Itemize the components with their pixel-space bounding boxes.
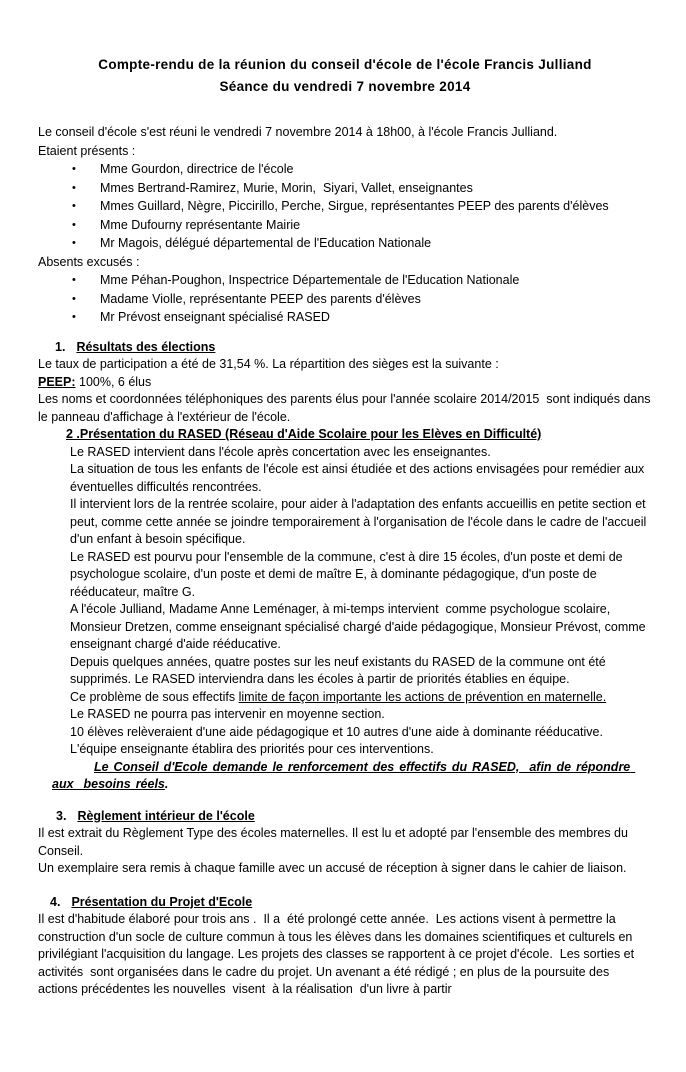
absentee-text: Madame Violle, représentante PEEP des parents d'élèves bbox=[100, 291, 421, 306]
peep-result-line bbox=[38, 374, 652, 392]
rased-paragraph: La situation de tous les enfants de l'école est ainsi étudiée et des actions envisagées pour remédier aux éventuelles difficultés rencontrées. bbox=[70, 462, 648, 494]
absentee-text: Mr Prévost enseignant spécialisé RASED bbox=[100, 310, 330, 324]
section-3-heading bbox=[56, 808, 652, 826]
attendee-text: Mr Magois, délégué départemental de l'Education Nationale bbox=[100, 236, 432, 250]
list-item bbox=[38, 234, 652, 253]
reglement-paragraph: Un exemplaire sera remis à chaque famille avec un accusé de réception à signer dans le cahier de liaison. bbox=[38, 861, 627, 875]
section-3-number: 3. bbox=[56, 808, 67, 823]
sous-effectifs-text: Ce problème de sous effectifs bbox=[70, 689, 239, 704]
list-item bbox=[38, 179, 652, 198]
rased-paragraph: 10 élèves relèveraient d'une aide pédagogique et 10 autres d'une aide à dominante rééducative. bbox=[70, 724, 603, 739]
rased-paragraph: Il intervient lors de la rentrée scolaire, pour aider à l'adaptation des enfants accueillis en petite section et peut, comme cette année se joindre temporairement à l'organisation de l'école dans le cadre de l'accueil d'un enfant à besoin spécifique. bbox=[70, 497, 650, 546]
document-title bbox=[38, 54, 652, 98]
attendee-text: Mme Dufourny représentante Mairie bbox=[100, 217, 301, 232]
participation-paragraph: Le taux de participation a été de 31,54 %. La répartition des sièges est la suivante : bbox=[38, 357, 499, 371]
rased-paragraph: L'équipe enseignante établira des priorités pour ces interventions. bbox=[70, 742, 434, 756]
section-1-number: 1. bbox=[55, 339, 66, 354]
rased-paragraph: Depuis quelques années, quatre postes sur les neuf existants du RASED de la commune ont été supprimés. Le RASED interviendra dans les écoles à partir de priorités établies en équipe. bbox=[70, 654, 610, 686]
bullet-icon: • bbox=[72, 274, 76, 286]
opening-paragraph: Le conseil d'école s'est réuni le vendredi 7 novembre 2014 à 18h00, à l'école Francis Julliand. bbox=[38, 125, 558, 139]
bullet-icon: • bbox=[72, 292, 76, 305]
list-item bbox=[38, 197, 652, 216]
council-demand-period: . bbox=[164, 777, 169, 791]
reglement-paragraph: Il est extrait du Règlement Type des écoles maternelles. Il est lu et adopté par l'ensemble des membres du Conseil. bbox=[38, 826, 632, 858]
title-line-2: Séance du vendredi 7 novembre 2014 bbox=[219, 79, 471, 94]
bullet-icon: • bbox=[72, 181, 76, 194]
list-item bbox=[38, 308, 652, 327]
attendee-text: Mmes Guillard, Nègre, Piccirillo, Perche, Sirgue, représentantes PEEP des parents d'élèves bbox=[100, 199, 609, 213]
section-1-heading bbox=[55, 339, 652, 357]
rased-paragraph bbox=[70, 689, 652, 707]
sous-effectifs-underlined-text: limite de façon importante les actions de prévention en maternelle. bbox=[238, 689, 607, 704]
peep-label: PEEP: bbox=[38, 374, 76, 389]
list-item bbox=[38, 290, 652, 309]
section-3-heading-text: Règlement intérieur de l'école bbox=[77, 808, 255, 823]
bullet-icon: • bbox=[72, 163, 76, 175]
list-item bbox=[38, 271, 652, 290]
present-label: Etaient présents : bbox=[38, 143, 136, 158]
list-item bbox=[38, 160, 652, 179]
rased-paragraph: Le RASED est pourvu pour l'ensemble de la commune, c'est à dire 15 écoles, d'un poste et demi de psychologue scolaire, d'un poste et demi de maître E, à dominante pédagogique, d'un poste de rééducateur, maître G. bbox=[70, 549, 627, 599]
document-body bbox=[38, 339, 655, 999]
present-list bbox=[38, 160, 652, 253]
section-4-heading-text: Présentation du Projet d'Ecole bbox=[71, 894, 253, 909]
bullet-icon: • bbox=[72, 237, 76, 249]
elected-info-paragraph: Les noms et coordonnées téléphoniques des parents élus pour l'année scolaire 2014/2015 sont indiqués dans le panneau d'affichage à l'extérieur de l'école. bbox=[38, 392, 655, 424]
bullet-icon: • bbox=[72, 200, 76, 212]
projet-ecole-paragraph: Il est d'habitude élaboré pour trois ans . Il a été prolongé cette année. Les actions visent à permettre la construction d'un socle de culture commun à tous les élèves dans les domaines scientifiques et culturels en privilégiant l'acquisition du langage. Les projets des classes se rapportent à ce projet d'école. Les sorties et activités sont organisées dans le cadre du projet. Un avenant a été rédigé ; en plus de la poursuite des actions précédentes les nouvelles visent à la réalisation d'un livre à partir bbox=[38, 912, 638, 996]
rased-paragraph: Le RASED intervient dans l'école après concertation avec les enseignantes. bbox=[70, 444, 491, 459]
bullet-icon: • bbox=[72, 218, 76, 231]
section-2-body bbox=[52, 444, 652, 794]
absentee-text: Mme Péhan-Poughon, Inspectrice Départementale de l'Education Nationale bbox=[100, 273, 520, 287]
section-1-heading-text: Résultats des élections bbox=[76, 339, 216, 354]
intro-section bbox=[38, 123, 652, 327]
section-4-number: 4. bbox=[50, 894, 61, 909]
attendee-text: Mme Gourdon, directrice de l'école bbox=[100, 162, 294, 176]
rased-paragraph: Le RASED ne pourra pas intervenir en moyenne section. bbox=[70, 707, 385, 721]
council-demand-text: Le Conseil d'Ecole demande le renforcement des effectifs du RASED, afin de répondre aux besoins réels bbox=[52, 759, 636, 791]
absent-list bbox=[38, 271, 652, 327]
title-line-1: Compte-rendu de la réunion du conseil d'école de l'école Francis Julliand bbox=[98, 57, 592, 72]
section-4-heading bbox=[50, 894, 652, 912]
bullet-icon: • bbox=[72, 311, 76, 323]
absent-label: Absents excusés : bbox=[38, 254, 140, 269]
council-demand-statement bbox=[52, 759, 652, 794]
list-item bbox=[38, 216, 652, 235]
peep-result-text: 100%, 6 élus bbox=[75, 374, 152, 389]
rased-paragraph: A l'école Julliand, Madame Anne Leménager, à mi-temps intervient comme psychologue scolaire, Monsieur Dretzen, comme enseignant spécialisé chargé d'aide pédagogique, Monsieur Prévost, comme enseignant chargé d'aide rééducative. bbox=[70, 602, 650, 651]
attendee-text: Mmes Bertrand-Ramirez, Murie, Morin, Siyari, Vallet, enseignantes bbox=[100, 180, 473, 195]
section-2-heading: 2 .Présentation du RASED (Réseau d'Aide Scolaire pour les Elèves en Difficulté) bbox=[66, 427, 542, 441]
